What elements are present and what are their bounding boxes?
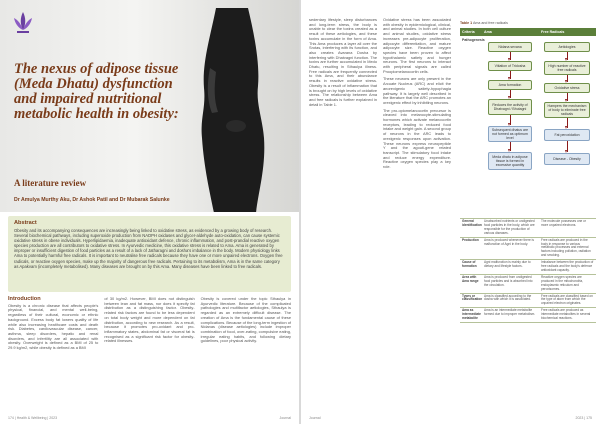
ama-flow-step: Vitiation of Tridosha bbox=[488, 61, 532, 71]
ama-flow-step: Subsequent dhatus are not formed as optimum level bbox=[488, 126, 532, 142]
body-paragraph: These neurons are only present in the Arcuate Nucleus (ARC) and elicit the anorexigenic satiety-hypophagia pathway. It is largely well described in the literature that the ARC promotes an orexigenic effect by inhibiting neurons. bbox=[383, 76, 451, 105]
fr-flow-step: High number of reactive free radicals bbox=[544, 61, 590, 75]
ama-flow-step: Meda dhatu in adipose tissue is formed in excessive quantity bbox=[488, 152, 532, 170]
fr-flow-step: Disease - Obesity bbox=[544, 153, 590, 165]
body-silhouette-icon bbox=[196, 8, 268, 212]
table-label: Table 1 bbox=[460, 21, 473, 25]
row-free-radicals: The molecule possesses one or more unpaired electrons. bbox=[541, 219, 587, 227]
body-paragraph: Oxidative stress has been associated with obesity in epidemiological, clinical, and animal studies. In both cell culture and animal studies, oxidative stress increases pre-adipocyte proliferation, adipocyte differentiation, and mature adipocyte size. Reactive oxygen species have been proven to affect hypothalamic satiety and hunger neurons. The first neurons to interact with peripheral signals are called Proopiomelanocortin cells. bbox=[383, 17, 451, 74]
table-row bbox=[460, 260, 596, 275]
row-criteria: General identification bbox=[462, 219, 482, 227]
pathogenesis-flowchart bbox=[482, 36, 596, 218]
row-ama: Ama is produced whenever there is malfunction of Agni in the body. bbox=[484, 237, 534, 246]
ama-flow-step: Nidana sevana bbox=[488, 42, 532, 52]
table-row bbox=[460, 238, 596, 261]
row-ama: Ama is an intermediate metabolite formed due to improper metabolism. bbox=[484, 308, 536, 317]
table-header bbox=[460, 28, 596, 36]
lotus-logo-icon bbox=[12, 10, 34, 36]
ama-flow-step: Reduces the activity of Dhatvagni / Bhutagni bbox=[488, 99, 532, 115]
body-column-2 bbox=[383, 18, 451, 173]
row-ama: Agni malfunction is mainly due to dietary and lifestyle factors. bbox=[484, 260, 531, 269]
pathogenesis-row bbox=[460, 36, 596, 219]
pathogenesis-label: Pathogenesis bbox=[462, 38, 485, 42]
table-row bbox=[460, 275, 596, 294]
fr-flow-step: Aetiologies bbox=[544, 42, 590, 52]
row-ama: Ama is classified according to the dosha with which it is associated. bbox=[484, 293, 532, 302]
article-subtitle: A literature review bbox=[14, 178, 87, 188]
body-paragraph: The pro-opiomelanocortin precursor is cleaved into melanocyte-stimulating hormones which activate melanocortin receptors, leading to reduced food intake and weight gain. A second group of neurons in the ARC leads to orexigenic responses upon activation. These neurons express neuropeptide Y and the agouti-gene related transcript. The stimulatory food intake and reduce energy expenditure. Reactive oxygen species play a key role. bbox=[383, 107, 451, 170]
table-caption: Ama and free radicals bbox=[472, 21, 508, 25]
fr-flow-step: Oxidative stress bbox=[544, 83, 590, 93]
table-row bbox=[460, 294, 596, 309]
table-row bbox=[460, 219, 596, 238]
body-column-1 bbox=[309, 18, 377, 110]
fr-flow-step: Fat peroxidation bbox=[544, 129, 590, 141]
row-free-radicals: Imbalance between the production of free radicals and the body's defence antioxidant capacity. bbox=[541, 260, 594, 272]
row-criteria: Area with Ama range bbox=[462, 274, 479, 283]
fr-flow-step: Hampers the mechanism of body to eliminate free radicals bbox=[544, 102, 590, 118]
row-free-radicals: Free radicals are produced in the body in response to various metabolic processes and external factors including pollution, radiation and smoking. bbox=[541, 237, 591, 258]
intro-heading: Introduction bbox=[8, 296, 41, 302]
left-footer: 174 | Health & Wellbeing | 2023 bbox=[8, 416, 58, 420]
intro-column-3 bbox=[201, 297, 291, 351]
row-free-radicals: Free radicals are classified based on the type of atom from which the unpaired electron originates. bbox=[541, 293, 593, 306]
row-criteria: Types or classification bbox=[462, 293, 483, 302]
article-authors: Dr Amulya Murthy Aku, Dr Ashok Patil and Dr Mubarak Salunke bbox=[14, 197, 170, 203]
left-footer-right: Journal bbox=[279, 416, 291, 420]
left-page bbox=[0, 0, 299, 424]
abstract-heading: Abstract bbox=[14, 220, 37, 226]
abstract-text: Obesity and its accompanying consequences are increasingly being linked to oxidative stress, as evidenced by a growing body of research. Several biochemical pathways, including superoxide production from NADPH oxidases and glycer-aldehyde auto-oxidation, can cause systemic oxidative stress in obese individuals. Hyperlipidaemia, inadequate antioxidant defence, chronic inflammation, and post-prandial reactive oxygen species production are all contributors to oxidative stress. In Ayurvedic medicine, this oxidative stress is related to Ama. Ama is generated by improper or insufficient digestion of food particles as a result of a lack of Jatharagni and dosha's imbalance in the body. Modern physiology links Ama to potentially harmful free radicals. It is important to neutralise free radicals because they have one or more unpaired electrons. Oxygen free radicals, or reactive oxygen species, make up the majority of dangerous free radicals. Pertaining to its metabolism, Ama is in the same category as Apakvam (incompletely metabolised). Many diseases are brought on by this Ama. Many diseases have been linked to free radicals. bbox=[14, 228, 283, 269]
intro-text-1: Obesity is a chronic disease that affects people's physical, financial, and mental well-being, regardless of their cultural, economic or ethnic background. Excess body fat lowers quality of life while also increasing healthcare costs and death risk. Diabetes, cardiovascular disease, cancer, asthma, sleep disorders, hepatic and renal disorders, and infertility are all associated with obesity. Overweight is defined as a BMI of 25 to 29.9 kg/m2, while obesity is defined as a BMI bbox=[8, 302, 99, 351]
intro-columns bbox=[8, 297, 291, 351]
header-ama: Ama bbox=[484, 30, 492, 34]
table-row bbox=[460, 308, 596, 323]
header-criteria: Criteria bbox=[462, 30, 475, 34]
ama-free-radicals-table bbox=[460, 28, 596, 323]
intro-text-3: Obesity is covered under the topic Sthaulya in Ayurvedic literature. Because of the complicated pathologies and multifactor aetiologies, Sthaulya is regarded as an extremely difficult disease. The creation of Ama is the fundamental cause of these complications. Because of the long-term ingestion of Nidanas (disease aetiologies) include improper combination of food, over-eating, compulsive eating, irregular eating habits, and following dietary guidelines, poor physical activity. bbox=[200, 296, 291, 344]
article-title: The nexus of adipose tissue (Meda Dhatu) dysfunction and impaired nutritional metabolic health in obesity: bbox=[14, 61, 179, 122]
intro-column-1 bbox=[8, 297, 98, 351]
row-ama: Ama is produced from undigested food particles and is absorbed into the circulation. bbox=[484, 274, 533, 287]
right-footer-left: Journal bbox=[309, 416, 321, 420]
abstract-box bbox=[8, 216, 291, 292]
intro-column-2 bbox=[104, 297, 194, 351]
header-free-radicals: Free Radicals bbox=[541, 30, 565, 34]
row-free-radicals: Reactive oxygen species are produced in the mitochondria, endoplasmic reticulum and peroxisomes. bbox=[541, 274, 583, 291]
ama-flow-step: Ama formation bbox=[488, 80, 532, 90]
row-free-radicals: Free radicals are produced as intermediate metabolites in several biochemical reactions. bbox=[541, 308, 591, 321]
right-page bbox=[301, 0, 600, 424]
body-paragraph: sedentary lifestyle, sleep disturbances and long-term stress, the body is unable to clear the toxins created as a result of these aetiologies, and these toxins accumulate in the form of Ama. This Ama produces a layer all over the Srotas, interfering with its function, and also creates Avarana Dosha by interfering with Dhatvagni function. The toxins are further accumulated in Medo Dhatu, resulting in Sthaulya illness. Free radicals are frequently connected to this Ama, and their abundance results in reactive oxidative stress. Obesity is a result of inflammation that is brought on by high levels of oxidative stress. The relationship between Ama and free radicals is further explained in detail in Table 1. bbox=[309, 17, 377, 107]
row-criteria: Cause of formation bbox=[462, 260, 477, 269]
row-ama: Unabsorbed nutrients or undigested food particles in the body, which are responsible for the production of various diseases. bbox=[484, 219, 535, 235]
row-criteria: Ama as intermediate metabolite bbox=[462, 308, 481, 321]
hero-image bbox=[0, 0, 299, 212]
intro-text-2: of 30 kg/m2. However, BMI does not distinguish between lean and fat mass, nor does it specify fat distribution as a distinguishing factor. Obesity-related risk factors are found to be less dependent on total body weight and more dependent on fat distribution, according to new research. As a result, because it promotes pro-oxidant and pro-inflammatory states, abdominal fat or visceral fat is recognised as a significant risk factor for obesity-related illnesses. bbox=[104, 296, 195, 344]
table-title bbox=[460, 21, 508, 25]
right-footer: 2023 | 175 bbox=[575, 416, 592, 420]
row-criteria: Production bbox=[462, 237, 479, 242]
